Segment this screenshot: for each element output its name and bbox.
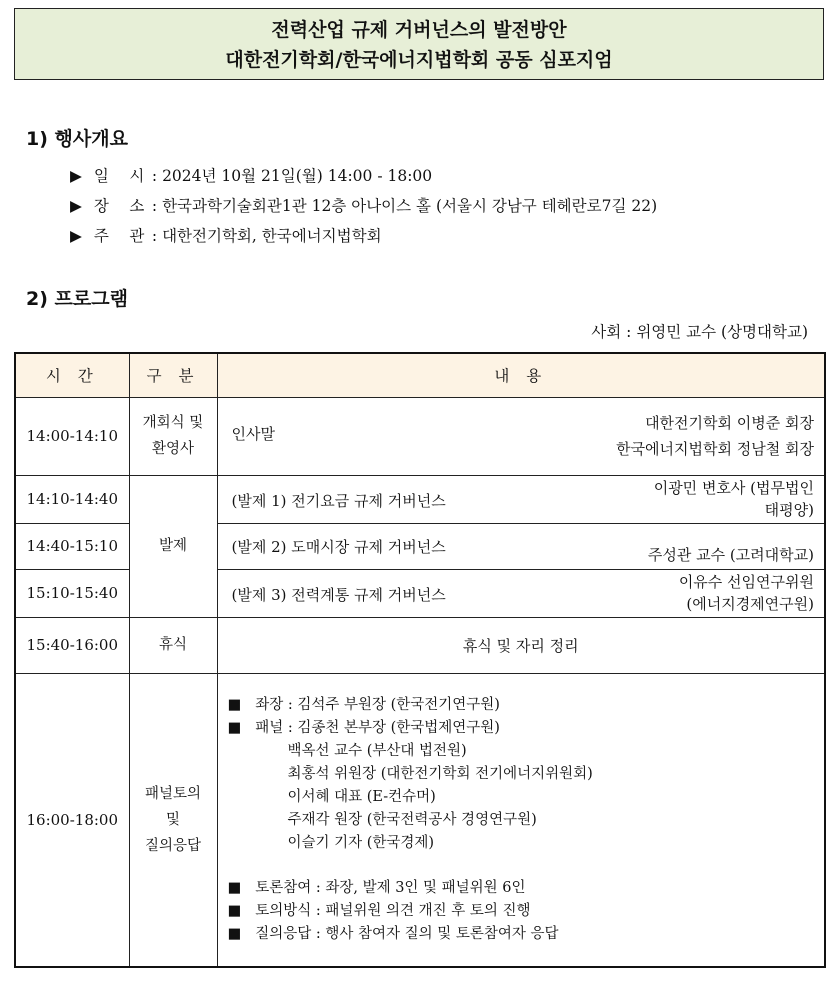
content-cell [217, 523, 825, 569]
list-item: 이슬기 기자 (한국경제) [287, 834, 435, 851]
panel-discussion-cell [217, 673, 825, 967]
note-text: 토론참여 : 좌장, 발제 3인 및 패널위원 6인 [255, 879, 526, 896]
category-text: 환영사 [151, 441, 195, 457]
content-text: 인사말 [231, 424, 275, 443]
speaker-text: 한국에너지법학회 정남철 회장 [616, 440, 814, 458]
category-cell [129, 397, 217, 475]
speaker-text: 태평양) [764, 501, 814, 519]
moderator-line: 사회 : 위영민 교수 (상명대학교) [591, 323, 808, 341]
overview-row-host [70, 224, 382, 246]
square-bullet-icon: ■ [227, 902, 242, 919]
time-cell: 14:40-15:10 [15, 523, 129, 569]
overview-value: : 한국과학기술회관1관 12층 아나이스 홀 (서울시 강남구 테헤란로7길 22) [151, 197, 658, 215]
document-title-box [14, 8, 824, 80]
overview-value: : 대한전기학회, 한국에너지법학회 [151, 227, 382, 245]
time-cell: 16:00-18:00 [15, 673, 129, 967]
content-text: (발제 2) 도매시장 규제 거버넌스 [231, 537, 446, 556]
table-row [15, 475, 825, 523]
content-text: (발제 3) 전력계통 규제 거버넌스 [231, 585, 446, 604]
overview-key: 장 소 [93, 197, 145, 215]
title-line-1: 전력산업 규제 거버넌스의 발전방안 [271, 19, 567, 41]
table-row [15, 397, 825, 475]
column-header-time: 시 간 [15, 353, 129, 397]
speaker-text: 이광민 변호사 (법무법인 [653, 479, 814, 497]
list-item [228, 717, 825, 740]
content-cell [217, 569, 825, 617]
list-item: 이서혜 대표 (E-컨슈머) [287, 788, 436, 805]
note-text: 질의응답 : 행사 참여자 질의 및 토론참여자 응답 [255, 925, 559, 942]
column-header-content: 내 용 [217, 353, 825, 397]
content-cell [217, 397, 825, 475]
overview-value: : 2024년 10월 21일(월) 14:00 - 18:00 [151, 167, 433, 185]
title-line-2: 대한전기학회/한국에너지법학회 공동 심포지엄 [225, 49, 613, 71]
square-bullet-icon: ■ [227, 879, 242, 896]
category-cell [129, 673, 217, 967]
panel-text: 패널 : 김종천 본부장 (한국법제연구원) [255, 719, 500, 736]
overview-row-date [70, 164, 432, 186]
category-text: 개회식 및 [142, 415, 204, 431]
category-cell: 발제 [129, 475, 217, 617]
speaker-text: 이유수 선임연구위원 [678, 573, 814, 591]
triangle-marker-icon: ▶ [70, 227, 82, 245]
triangle-marker-icon: ▶ [70, 167, 82, 185]
speaker-text: 주성관 교수 (고려대학교) [647, 546, 814, 564]
overview-key: 주 관 [93, 227, 145, 245]
list-item [228, 694, 825, 717]
list-item: 백옥선 교수 (부산대 법전원) [287, 742, 467, 759]
note-text: 토의방식 : 패널위원 의견 개진 후 토의 진행 [255, 902, 531, 919]
time-cell: 15:10-15:40 [15, 569, 129, 617]
list-item [228, 877, 825, 900]
column-header-category: 구 분 [129, 353, 217, 397]
list-item [228, 923, 825, 946]
table-row [15, 673, 825, 967]
list-item: 최홍석 위원장 (대한전기학회 전기에너지위원회) [287, 765, 593, 782]
section-heading-overview: 1) 행사개요 [26, 128, 128, 150]
triangle-marker-icon: ▶ [70, 197, 82, 215]
program-table [14, 352, 826, 968]
list-item: 주재각 원장 (한국전력공사 경영연구원) [287, 811, 537, 828]
overview-key: 일 시 [93, 167, 145, 185]
category-text: 및 [165, 811, 180, 828]
list-item [228, 900, 825, 923]
content-cell: 휴식 및 자리 정리 [217, 617, 825, 673]
section-heading-program: 2) 프로그램 [26, 288, 128, 310]
time-cell: 15:40-16:00 [15, 617, 129, 673]
speaker-text: (에너지경제연구원) [686, 595, 814, 613]
content-cell [217, 475, 825, 523]
category-text: 패널토의 [144, 785, 202, 802]
time-cell: 14:00-14:10 [15, 397, 129, 475]
chair-text: 좌장 : 김석주 부원장 (한국전기연구원) [255, 696, 500, 713]
category-text: 질의응답 [144, 837, 202, 854]
category-cell: 휴식 [129, 617, 217, 673]
content-text: (발제 1) 전기요금 규제 거버넌스 [231, 491, 446, 510]
table-header-row [15, 353, 825, 397]
time-cell: 14:10-14:40 [15, 475, 129, 523]
square-bullet-icon: ■ [227, 925, 242, 942]
spacer [228, 855, 825, 877]
square-bullet-icon: ■ [227, 719, 242, 736]
table-row [15, 617, 825, 673]
speaker-text: 대한전기학회 이병준 회장 [645, 414, 814, 432]
overview-row-venue [70, 194, 657, 216]
square-bullet-icon: ■ [227, 696, 242, 713]
